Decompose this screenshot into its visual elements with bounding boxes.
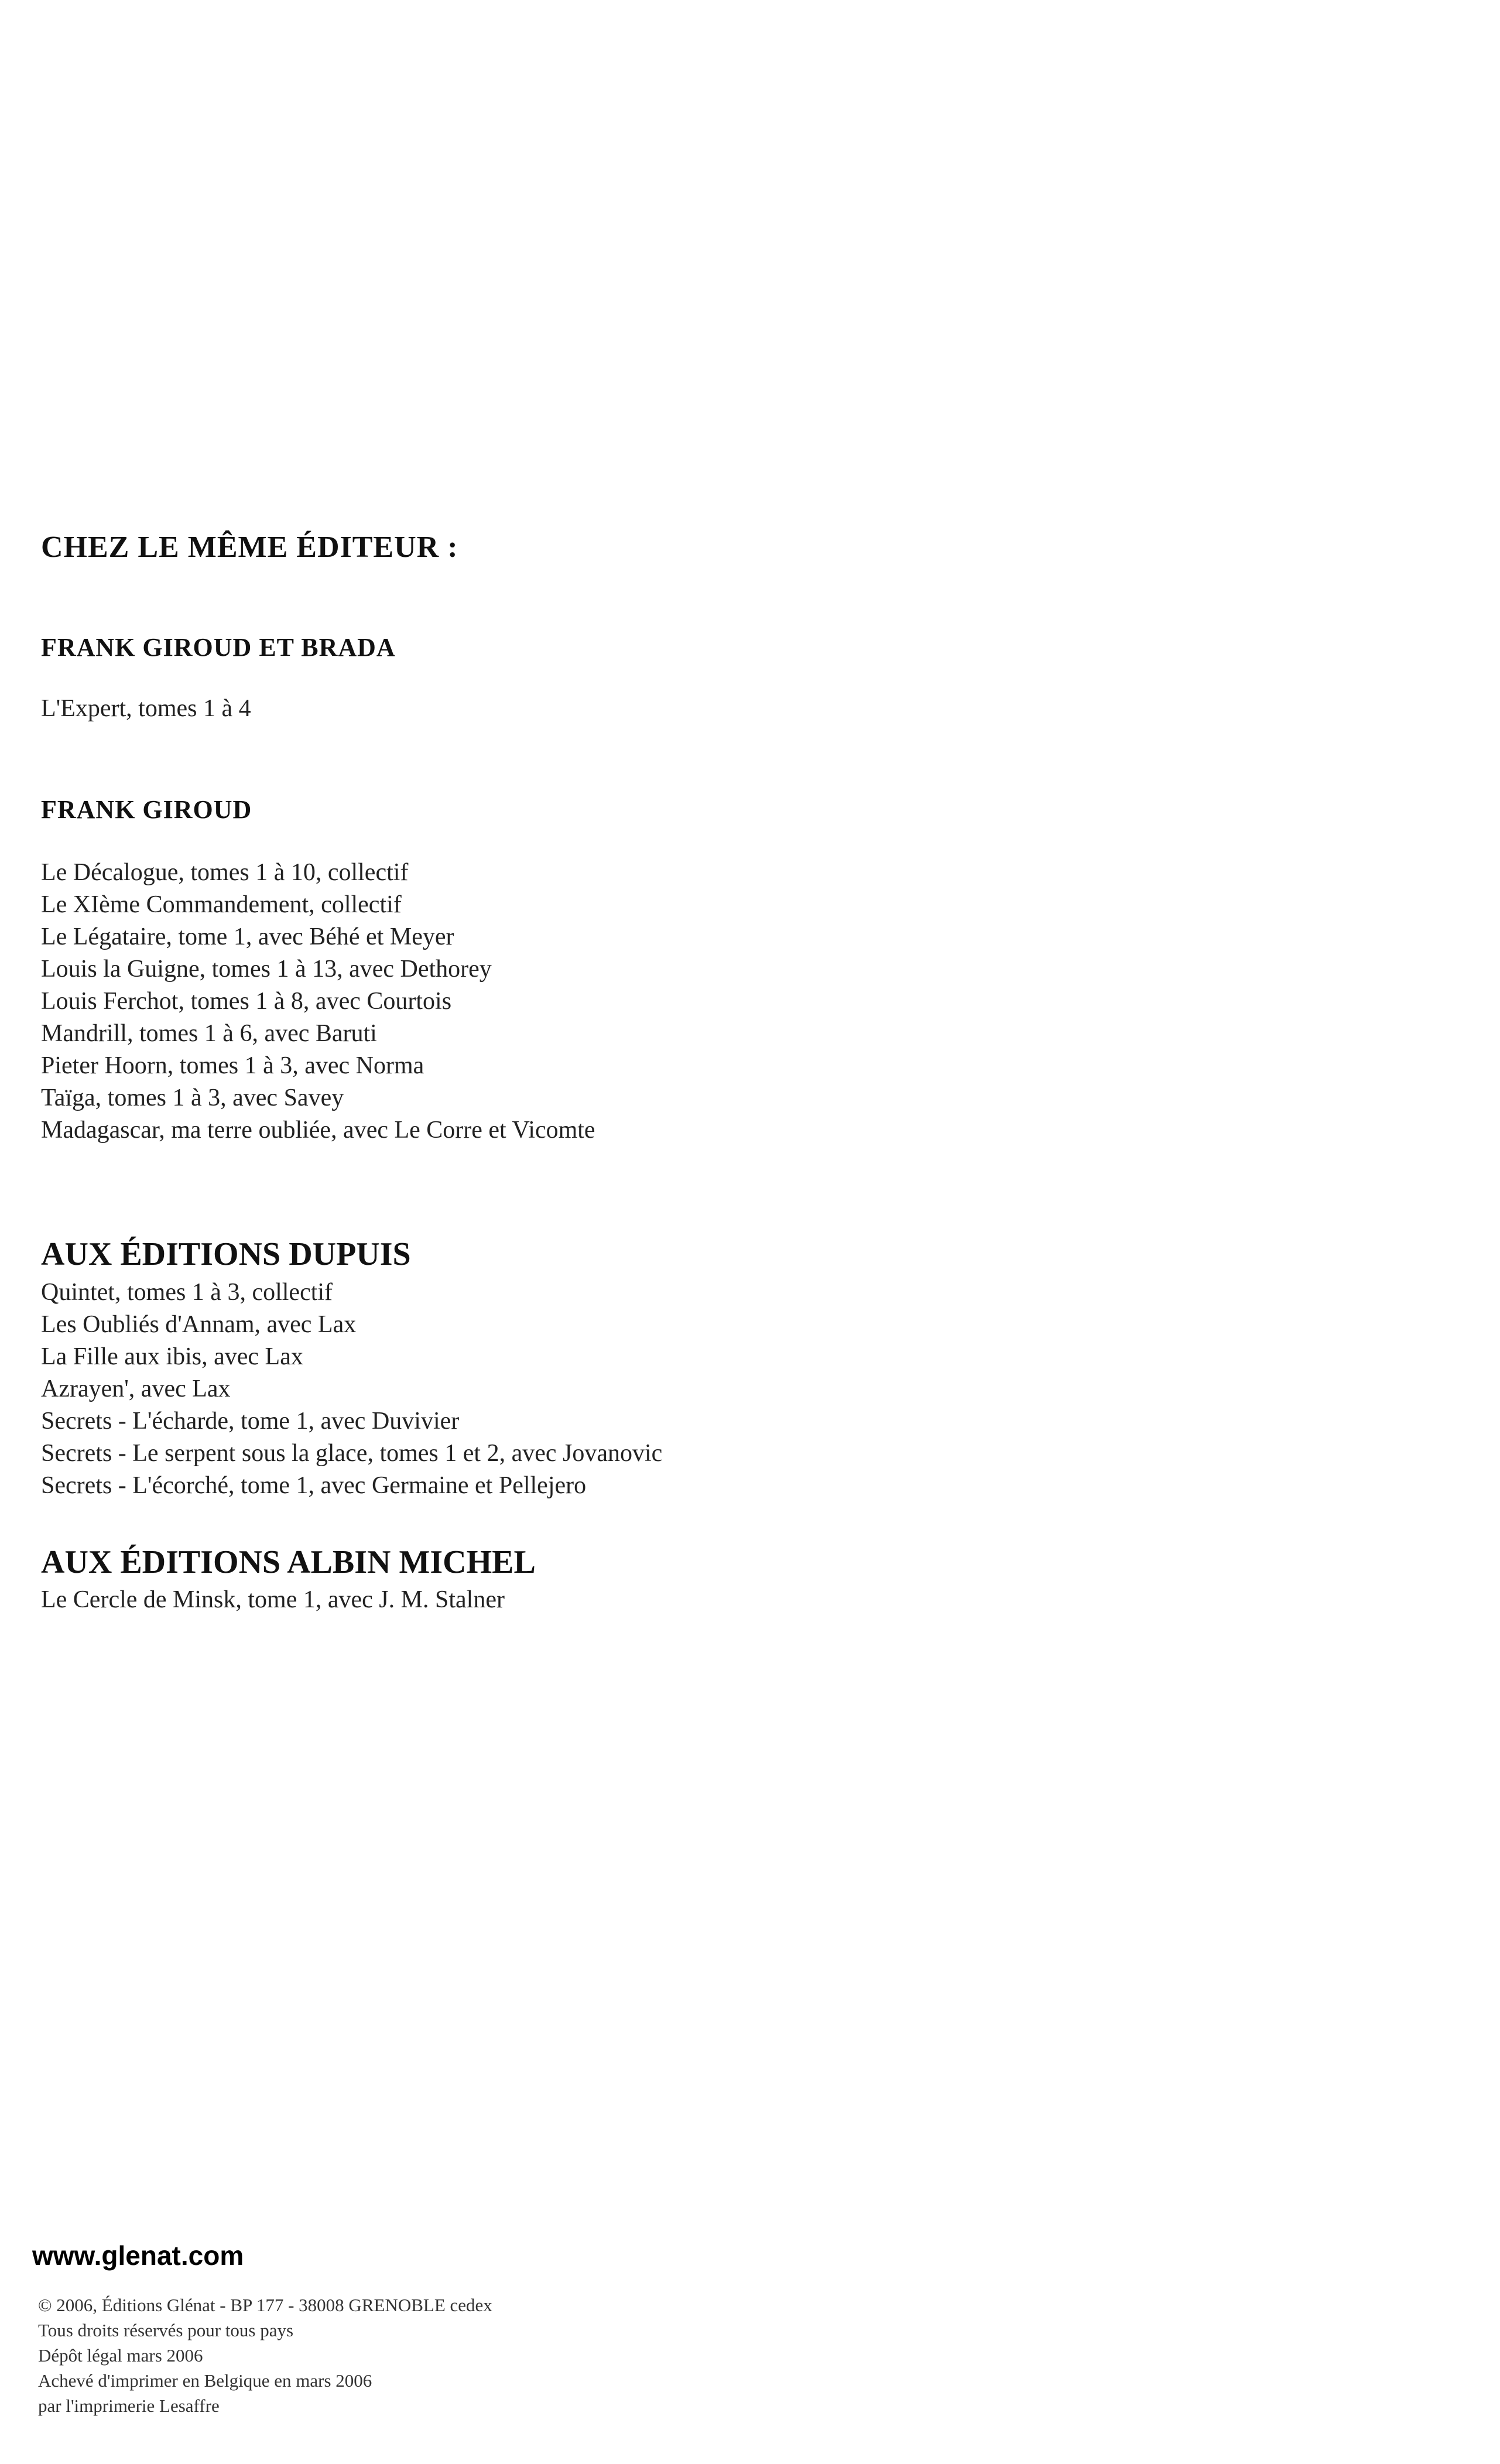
list-item: Louis la Guigne, tomes 1 à 13, avec Dethorey (41, 956, 492, 983)
publisher-heading-dupuis: AUX ÉDITIONS DUPUIS (41, 1236, 411, 1272)
list-item: Les Oubliés d'Annam, avec Lax (41, 1311, 357, 1338)
list-item: Taïga, tomes 1 à 3, avec Savey (41, 1084, 344, 1111)
list-item: Quintet, tomes 1 à 3, collectif (41, 1279, 333, 1306)
title-list-dupuis (41, 1277, 662, 1502)
colophon-line: Dépôt légal mars 2006 (38, 2345, 203, 2366)
website-link[interactable]: www.glenat.com (32, 2240, 244, 2271)
list-item: Pieter Hoorn, tomes 1 à 3, avec Norma (41, 1052, 424, 1079)
list-item: Le Légataire, tome 1, avec Béhé et Meyer (41, 923, 454, 950)
list-item: La Fille aux ibis, avec Lax (41, 1343, 303, 1370)
colophon-line: par l'imprimerie Lesaffre (38, 2395, 220, 2416)
list-item: Le Décalogue, tomes 1 à 10, collectif (41, 859, 409, 886)
author-heading-giroud: FRANK GIROUD (41, 795, 252, 824)
list-item: Secrets - Le serpent sous la glace, tomes 1 et 2, avec Jovanovic (41, 1440, 663, 1467)
page-heading: CHEZ LE MÊME ÉDITEUR : (41, 531, 458, 564)
list-item: Le XIème Commandement, collectif (41, 891, 402, 918)
list-item: Secrets - L'écharde, tome 1, avec Duvivier (41, 1408, 460, 1435)
colophon (38, 2292, 492, 2418)
title-list-giroud-brada (41, 693, 251, 725)
author-heading-giroud-brada: FRANK GIROUD ET BRADA (41, 633, 396, 662)
title-list-albin-michel (41, 1584, 505, 1616)
list-item: Le Cercle de Minsk, tome 1, avec J. M. Stalner (41, 1586, 505, 1613)
publisher-heading-albin-michel: AUX ÉDITIONS ALBIN MICHEL (41, 1544, 536, 1580)
list-item: Louis Ferchot, tomes 1 à 8, avec Courtois (41, 988, 452, 1015)
list-item: Azrayen', avec Lax (41, 1375, 231, 1402)
colophon-line: © 2006, Éditions Glénat - BP 177 - 38008 GRENOBLE cedex (38, 2295, 492, 2315)
list-item: Secrets - L'écorché, tome 1, avec Germaine et Pellejero (41, 1472, 587, 1499)
list-item: L'Expert, tomes 1 à 4 (41, 695, 251, 722)
list-item: Madagascar, ma terre oubliée, avec Le Corre et Vicomte (41, 1117, 595, 1144)
title-list-giroud (41, 857, 595, 1147)
list-item: Mandrill, tomes 1 à 6, avec Baruti (41, 1020, 377, 1047)
colophon-line: Tous droits réservés pour tous pays (38, 2320, 294, 2340)
colophon-line: Achevé d'imprimer en Belgique en mars 2006 (38, 2370, 372, 2391)
